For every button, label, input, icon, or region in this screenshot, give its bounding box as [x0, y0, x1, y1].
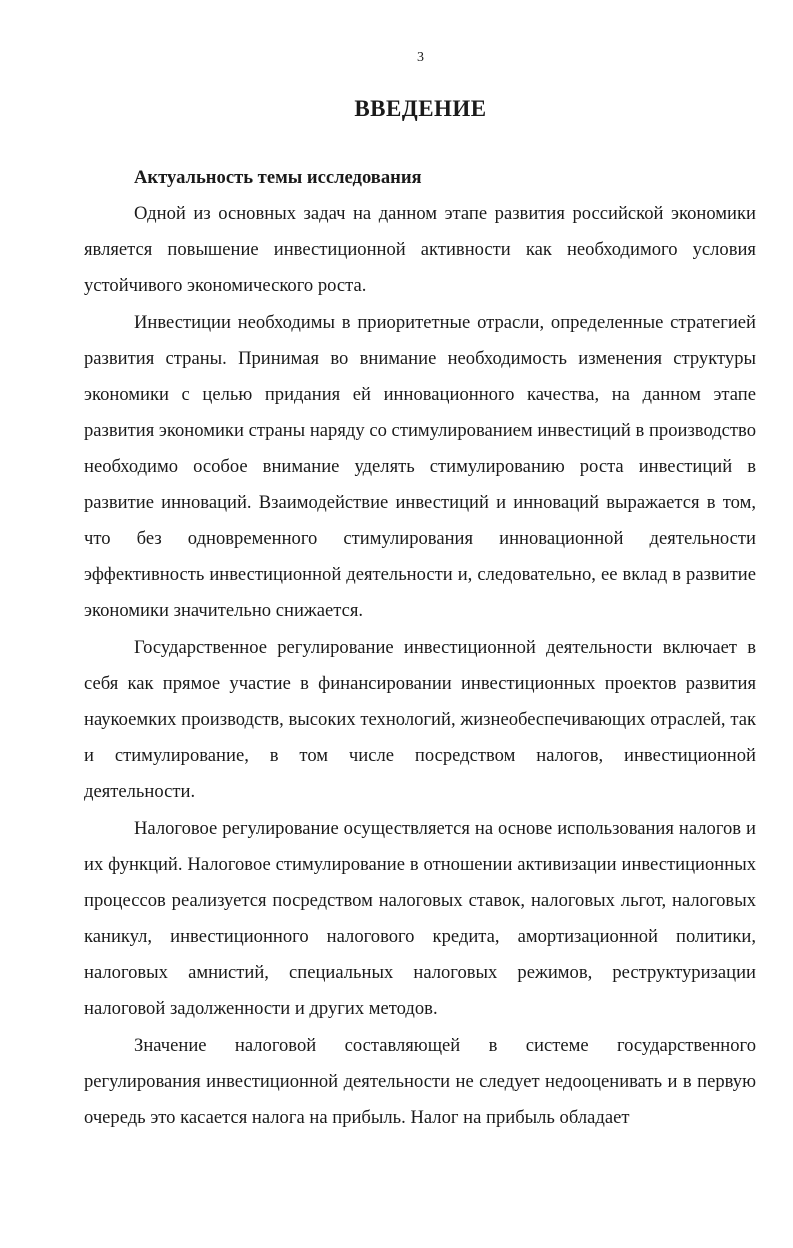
- paragraph-5: Значение налоговой составляющей в системе государственного регулирования инвестиционной деятельности не следует недооценивать и в первую очередь это касается налога на прибыль. Налог на прибыль обладает: [84, 1035, 756, 1128]
- page-number: 3: [417, 50, 424, 65]
- section-subheading: Актуальность темы исследования: [134, 167, 422, 188]
- document-body: [84, 160, 756, 1136]
- page-title: ВВЕДЕНИЕ: [354, 96, 487, 121]
- paragraph-4: Налоговое регулирование осуществляется на основе использования налогов и их функций. Налоговое стимулирование в отношении активизации инвестиционных процессов реализуется посредством налоговых ставок, налоговых льгот, налоговых каникул, инвестиционного налогового кредита, амортизационной политики, налоговых амнистий, специальных налоговых режимов, реструктуризации налоговой задолженности и других методов.: [84, 818, 756, 1019]
- paragraph-3: Государственное регулирование инвестиционной деятельности включает в себя как прямое участие в финансировании инвестиционных проектов развития наукоемких производств, высоких технологий, жизнеобеспечивающих отраслей, так и стимулирование, в том числе посредством налогов, инвестиционной деятельности.: [84, 637, 756, 802]
- paragraph-1: Одной из основных задач на данном этапе развития российской экономики является повышение инвестиционной активности как необходимого условия устойчивого экономического роста.: [84, 203, 756, 296]
- paragraph-2: Инвестиции необходимы в приоритетные отрасли, определенные стратегией развития страны. Принимая во внимание необходимость изменения структуры экономики с целью придания ей инновационного качества, на данном этапе развития экономики страны наряду со стимулированием инвестиций в производство необходимо особое внимание уделять стимулированию роста инвестиций в развитие инноваций. Взаимодействие инвестиций и инноваций выражается в том, что без одновременного стимулирования инновационной деятельности эффективность инвестиционной деятельности и, следовательно, ее вклад в развитие экономики значительно снижается.: [84, 312, 756, 621]
